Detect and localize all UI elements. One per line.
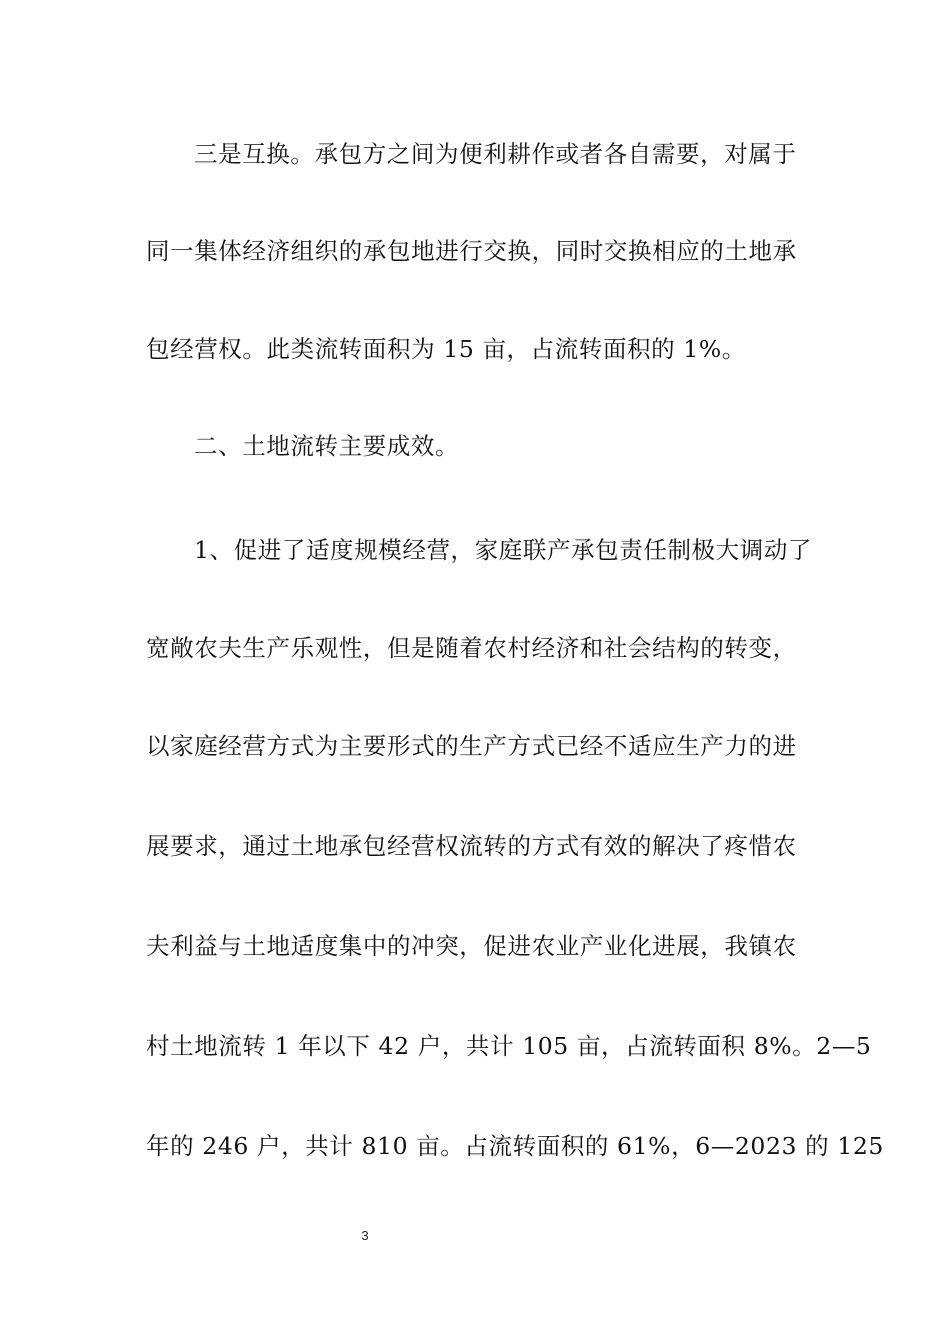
paragraph-line: 夫利益与土地适度集中的冲突，促进农业产业化进展，我镇农 bbox=[146, 932, 797, 960]
paragraph-line: 以家庭经营方式为主要形式的生产方式已经不适应生产力的进 bbox=[146, 732, 797, 760]
paragraph-line: 宽敞农夫生产乐观性，但是随着农村经济和社会结构的转变， bbox=[146, 634, 797, 662]
paragraph-line: 村土地流转 1 年以下 42 户，共计 105 亩，占流转面积 8%。2—5 bbox=[146, 1032, 872, 1060]
paragraph-line: 展要求，通过土地承包经营权流转的方式有效的解决了疼惜农 bbox=[146, 832, 797, 860]
paragraph-line: 同一集体经济组织的承包地进行交换，同时交换相应的土地承 bbox=[146, 237, 797, 265]
paragraph-line: 包经营权。此类流转面积为 15 亩，占流转面积的 1%。 bbox=[146, 335, 746, 363]
paragraph-line: 年的 246 户，共计 810 亩。占流转面积的 61%，6—2023 的 125 bbox=[146, 1132, 884, 1160]
paragraph-line: 三是互换。承包方之间为便利耕作或者各自需要，对属于 bbox=[194, 140, 797, 168]
section-heading: 二、土地流转主要成效。 bbox=[194, 432, 460, 460]
paragraph-line: 1、促进了适度规模经营，家庭联产承包责任制极大调动了 bbox=[194, 536, 813, 564]
page-number: 3 bbox=[361, 1228, 369, 1243]
